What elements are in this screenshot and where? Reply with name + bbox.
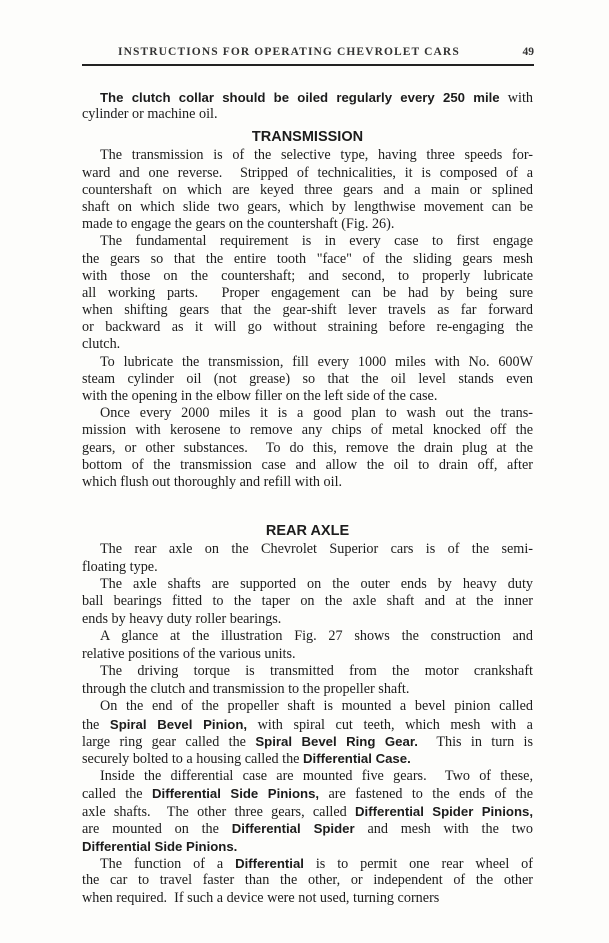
text-run: are mounted on the (82, 821, 232, 838)
text-line (82, 681, 533, 698)
text-line (82, 388, 533, 405)
text-line (82, 182, 533, 199)
text-run: are fastened to the ends of the (319, 786, 533, 803)
text-line (82, 855, 533, 872)
text-line (82, 285, 533, 302)
text-run: cylinder or machine oil. (82, 106, 218, 123)
text-run: The fundamental requirement is in every case to first engage (100, 233, 533, 250)
text-line (82, 405, 533, 422)
bold-term: Differential Side Pinions. (82, 838, 238, 854)
paragraph (82, 541, 533, 576)
text-run: with spiral cut teeth, which mesh with a (247, 716, 533, 733)
text-run: Inside the differential case are mounted five gears. Two of these, (100, 767, 533, 784)
text-run: with those on the countershaft; and second, to properly lubricate (82, 267, 533, 284)
text-line (82, 890, 533, 907)
text-run: gears, or other substances. To do this, remove the drain plug at the (82, 439, 533, 456)
text-line (82, 216, 533, 233)
text-run: A glance at the illustration Fig. 27 shows the construction and (100, 628, 533, 645)
text-line (82, 785, 533, 802)
text-line (82, 371, 533, 388)
text-line (82, 106, 533, 123)
text-line (82, 233, 533, 250)
text-run: is to permit one rear wheel of (303, 856, 534, 872)
text-line (82, 457, 533, 474)
page-number: 49 (522, 46, 534, 58)
text-run: which flush out thoroughly and refill with oil. (82, 473, 343, 490)
text-run: floating type. (82, 558, 158, 575)
text-run: with the opening in the elbow filler on the left side of the case. (82, 388, 438, 404)
text-run: mission with kerosene to remove any chips of metal knocked off the (82, 422, 533, 439)
text-run: ball bearings fitted to the taper on the axle shaft and at the inner (82, 593, 533, 610)
bold-term: Differential Case. (303, 751, 411, 767)
text-line (82, 165, 533, 182)
text-line (82, 251, 533, 268)
text-line (82, 872, 533, 889)
text-run: and mesh with the two (354, 821, 533, 838)
text-line (82, 716, 533, 733)
text-line (82, 541, 533, 558)
text-run: The axle shafts are supported on the outer ends by heavy duty (100, 576, 533, 592)
section (82, 521, 533, 907)
text-line (82, 268, 533, 285)
bold-term: Differential Spider (231, 821, 355, 837)
text-line (82, 698, 533, 715)
paragraph (82, 354, 533, 406)
text-line (82, 336, 533, 353)
text-run: large ring gear called the (82, 733, 256, 750)
text-run: the (82, 716, 110, 733)
text-run: or backward as it will go without straining before re-engaging the (82, 319, 533, 336)
running-header (82, 44, 534, 66)
text-run: To lubricate the transmission, fill every 1000 miles with No. 600W (100, 353, 533, 370)
text-run: Once every 2000 miles it is a good plan to wash out the trans- (100, 405, 533, 422)
text-run: On the end of the propeller shaft is mounted a bevel pinion called (100, 698, 533, 715)
section-heading: REAR AXLE (265, 523, 350, 540)
text-run: The function of a (100, 856, 236, 872)
paragraph (82, 663, 533, 698)
text-run: all working parts. Proper engagement can be had by being sure (82, 284, 533, 301)
text-line (82, 199, 533, 216)
text-run: The transmission is of the selective type, having three speeds for- (100, 147, 533, 164)
text-run: The rear axle on the Chevrolet Superior cars is of the semi- (100, 541, 533, 558)
text-line (82, 750, 533, 767)
paragraph (82, 855, 533, 907)
text-line (82, 611, 533, 628)
text-run: ward and one reverse. Stripped of technicalities, it is composed of a (82, 164, 533, 181)
text-run: called the (82, 786, 153, 803)
page-body (82, 89, 533, 907)
text-line (82, 559, 533, 576)
text-run: axle shafts. The other three gears, called (82, 803, 356, 820)
text-line (82, 733, 533, 750)
paragraph (82, 405, 533, 491)
bold-term: The clutch collar should be oiled regularly every 250 mile (100, 90, 500, 105)
text-line (82, 440, 533, 457)
text-line (82, 646, 533, 663)
text-line (82, 663, 533, 680)
text-line (82, 803, 533, 820)
text-line (82, 820, 533, 837)
section (82, 127, 533, 491)
paragraph (82, 768, 533, 855)
text-run: when shifting gears that the gear-shift lever travels as far forward (82, 302, 533, 319)
bold-term: Spiral Bevel Ring Gear. (255, 733, 418, 749)
paragraph (82, 698, 533, 768)
text-line (82, 319, 533, 336)
text-run: This in turn is (417, 733, 533, 750)
text-run: through the clutch and transmission to the propeller shaft. (82, 680, 410, 697)
text-run: countershaft on which are keyed three gears and a main or splined (82, 181, 533, 198)
running-title: INSTRUCTIONS FOR OPERATING CHEVROLET CARS (118, 46, 460, 58)
text-line (82, 89, 533, 106)
text-line (82, 768, 533, 785)
paragraph (82, 89, 533, 123)
section-heading: TRANSMISSION (251, 129, 364, 146)
text-line (82, 628, 533, 645)
paragraph (82, 233, 533, 353)
text-line (82, 147, 533, 164)
text-run: the car to travel faster than the other, or independent of the other (82, 872, 533, 889)
text-line (82, 593, 533, 610)
text-line (82, 302, 533, 319)
text-run: shaft on which slide two gears, which by lengthwise movement can be (82, 198, 533, 215)
text-line (82, 838, 533, 855)
text-run: made to engage the gears on the countershaft (Fig. 26). (82, 216, 395, 233)
section (82, 89, 533, 123)
bold-term: Differential Spider Pinions, (355, 803, 533, 819)
text-run: securely bolted to a housing called the (82, 751, 304, 768)
paragraph (82, 147, 533, 233)
text-run: with (499, 90, 533, 106)
text-run: clutch. (82, 336, 121, 353)
text-run: the gears so that the entire tooth "face" of the sliding gears mesh (82, 250, 533, 267)
text-line (82, 354, 533, 371)
bold-term: Differential (235, 856, 304, 871)
paragraph (82, 576, 533, 628)
text-run: relative positions of the various units. (82, 645, 296, 662)
paragraph (82, 628, 533, 663)
text-run: The driving torque is transmitted from the motor crankshaft (100, 663, 533, 680)
text-line (82, 422, 533, 439)
text-run: bottom of the transmission case and allow the oil to drain off, after (82, 456, 533, 473)
bold-term: Spiral Bevel Pinion, (109, 716, 248, 732)
text-line (82, 576, 533, 593)
text-run: ends by heavy duty roller bearings. (82, 610, 282, 627)
text-run: when required. If such a device were not used, turning corners (82, 889, 440, 906)
text-line (82, 474, 533, 491)
text-run: steam cylinder oil (not grease) so that the oil level stands even (82, 370, 533, 387)
bold-term: Differential Side Pinions, (152, 786, 320, 802)
